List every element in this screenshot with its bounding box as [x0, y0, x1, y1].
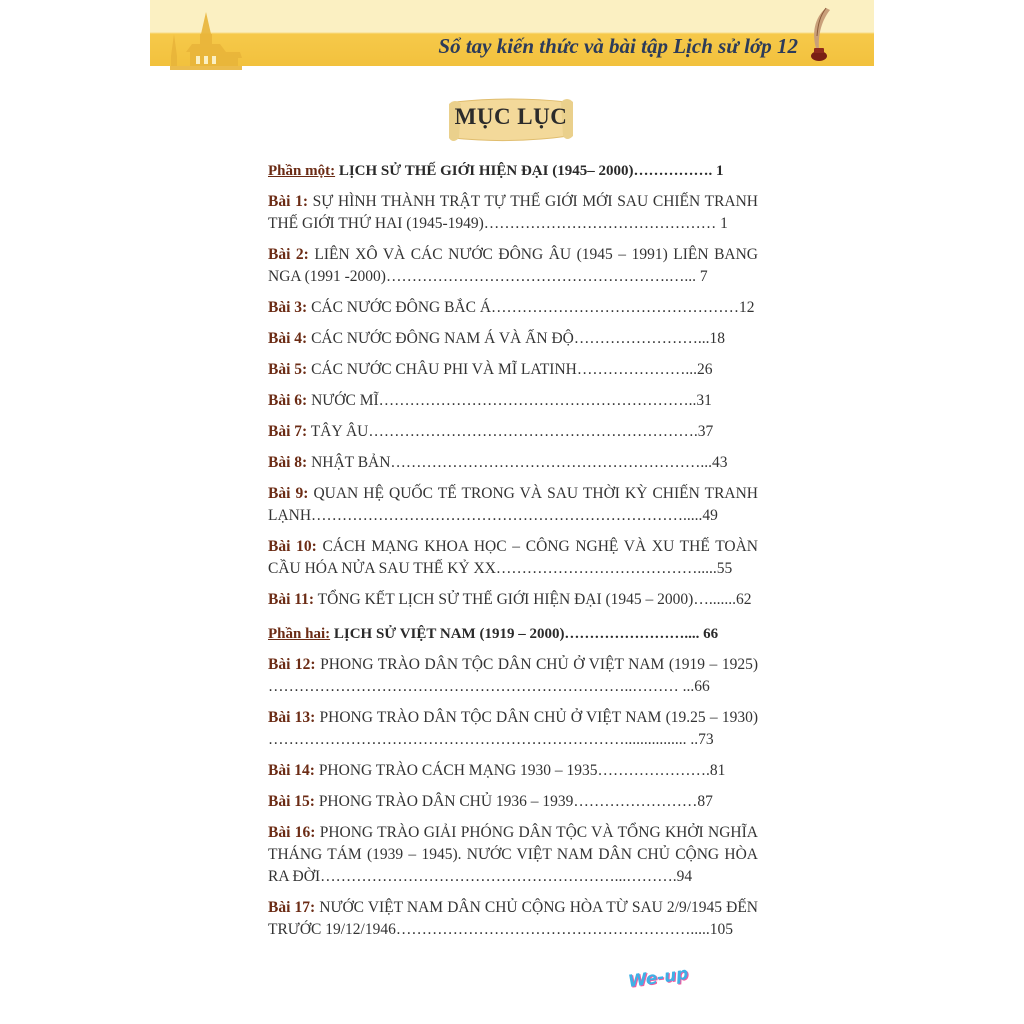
lesson-title: NHẬT BẢN……………………………………………………...43	[307, 454, 728, 471]
part-title: LỊCH SỬ VIỆT NAM (1919 – 2000)…………………….... 66	[330, 626, 719, 642]
lesson-label: Bài 3:	[268, 299, 308, 316]
lesson-label: Bài 1:	[268, 193, 308, 210]
lesson-label: Bài 2:	[268, 246, 309, 263]
toc-entry[interactable]	[268, 760, 758, 782]
lesson-title: PHONG TRÀO DÂN CHỦ 1936 – 1939……………………87	[314, 793, 713, 810]
part-heading[interactable]	[268, 623, 758, 645]
lesson-title: CÁC NƯỚC ĐÔNG NAM Á VÀ ẤN ĐỘ……………………...18	[307, 330, 725, 347]
toc-entry[interactable]	[268, 191, 758, 235]
toc-entry[interactable]	[268, 297, 758, 319]
lesson-title: PHONG TRÀO DÂN TỘC DÂN CHỦ Ở VIỆT NAM (1919 – 1925) ……………………………………………………………..……… ...66	[268, 656, 758, 695]
toc-entry[interactable]	[268, 654, 758, 698]
lesson-label: Bài 13:	[268, 709, 316, 726]
book-page	[150, 0, 874, 1024]
lesson-label: Bài 8:	[268, 454, 308, 471]
toc-entry[interactable]	[268, 328, 758, 350]
toc-title-scroll	[447, 96, 575, 144]
lesson-title: CÁC NƯỚC CHÂU PHI VÀ MĨ LATINH…………………...26	[307, 361, 713, 378]
part-label: Phần một:	[268, 163, 336, 179]
toc-entry[interactable]	[268, 589, 758, 611]
toc-entry[interactable]	[268, 822, 758, 888]
quill-ink-icon	[804, 6, 834, 62]
publisher-logo: We-up	[626, 963, 690, 993]
lesson-title: TỔNG KẾT LỊCH SỬ THẾ GIỚI HIỆN ĐẠI (1945 – 2000)….......62	[314, 591, 752, 608]
lesson-label: Bài 6:	[268, 392, 308, 409]
toc-entry[interactable]	[268, 421, 758, 443]
lesson-title: LIÊN XÔ VÀ CÁC NƯỚC ĐÔNG ÂU (1945 – 1991) LIÊN BANG NGA (1991 -2000)……………………………………………….…... 7	[268, 246, 758, 285]
table-of-contents	[268, 160, 758, 950]
toc-entry[interactable]	[268, 483, 758, 527]
lesson-title: QUAN HỆ QUỐC TẾ TRONG VÀ SAU THỜI KỲ CHIẾN TRANH LẠNH……………………………………………………………….....49	[268, 485, 758, 524]
temple-icon	[170, 12, 242, 72]
lesson-title: SỰ HÌNH THÀNH TRẬT TỰ THẾ GIỚI MỚI SAU CHIẾN TRANH THẾ GIỚI THỨ HAI (1945-1949)……………………………………… 1	[268, 193, 759, 232]
lesson-title: NƯỚC VIỆT NAM DÂN CHỦ CỘNG HÒA TỪ SAU 2/9/1945 ĐẾN TRƯỚC 19/12/1946………………………………………………….....105	[268, 899, 758, 938]
lesson-label: Bài 10:	[268, 538, 317, 555]
lesson-label: Bài 12:	[268, 656, 316, 673]
lesson-title: PHONG TRÀO GIẢI PHÓNG DÂN TỘC VÀ TỔNG KHỞI NGHĨA THÁNG TÁM (1939 – 1945). NƯỚC VIỆT NAM DÂN CHỦ CỘNG HÒA RA ĐỜI…………………………………………………...……….94	[268, 824, 758, 885]
lesson-title: NƯỚC MĨ……………………………………………………..31	[307, 392, 712, 409]
lesson-title: PHONG TRÀO CÁCH MẠNG 1930 – 1935………………….81	[314, 762, 726, 779]
toc-entry[interactable]	[268, 244, 758, 288]
toc-title: MỤC LỤC	[454, 104, 568, 129]
lesson-label: Bài 17:	[268, 899, 316, 916]
toc-entry[interactable]	[268, 452, 758, 474]
lesson-title: PHONG TRÀO DÂN TỘC DÂN CHỦ Ở VIỆT NAM (19.25 – 1930) ……………………………………………………………................ ..73	[268, 709, 758, 748]
lesson-title: CÁCH MẠNG KHOA HỌC – CÔNG NGHỆ VÀ XU THẾ TOÀN CẦU HÓA NỬA SAU THẾ KỶ XX………………………………….....55	[268, 538, 758, 577]
toc-entry[interactable]	[268, 390, 758, 412]
toc-entry[interactable]	[268, 359, 758, 381]
part-label: Phần hai:	[268, 626, 331, 642]
lesson-label: Bài 15:	[268, 793, 315, 810]
toc-entry[interactable]	[268, 897, 758, 941]
lesson-label: Bài 4:	[268, 330, 308, 347]
lesson-label: Bài 16:	[268, 824, 316, 841]
page-header	[150, 0, 874, 66]
toc-entry[interactable]	[268, 536, 758, 580]
lesson-label: Bài 14:	[268, 762, 315, 779]
part-title: LỊCH SỬ THẾ GIỚI HIỆN ĐẠI (1945– 2000)……………. 1	[335, 163, 724, 179]
header-title: Sổ tay kiến thức và bài tập Lịch sử lớp 12	[438, 34, 798, 58]
lesson-title: CÁC NƯỚC ĐÔNG BẮC Á…………………………………………12	[307, 299, 755, 316]
part-heading[interactable]	[268, 160, 758, 182]
lesson-title: TÂY ÂU……………………………………………………….37	[307, 423, 714, 440]
lesson-label: Bài 7:	[268, 423, 308, 440]
toc-entry[interactable]	[268, 707, 758, 751]
lesson-label: Bài 5:	[268, 361, 308, 378]
lesson-label: Bài 9:	[268, 485, 309, 502]
toc-entry[interactable]	[268, 791, 758, 813]
lesson-label: Bài 11:	[268, 591, 315, 608]
